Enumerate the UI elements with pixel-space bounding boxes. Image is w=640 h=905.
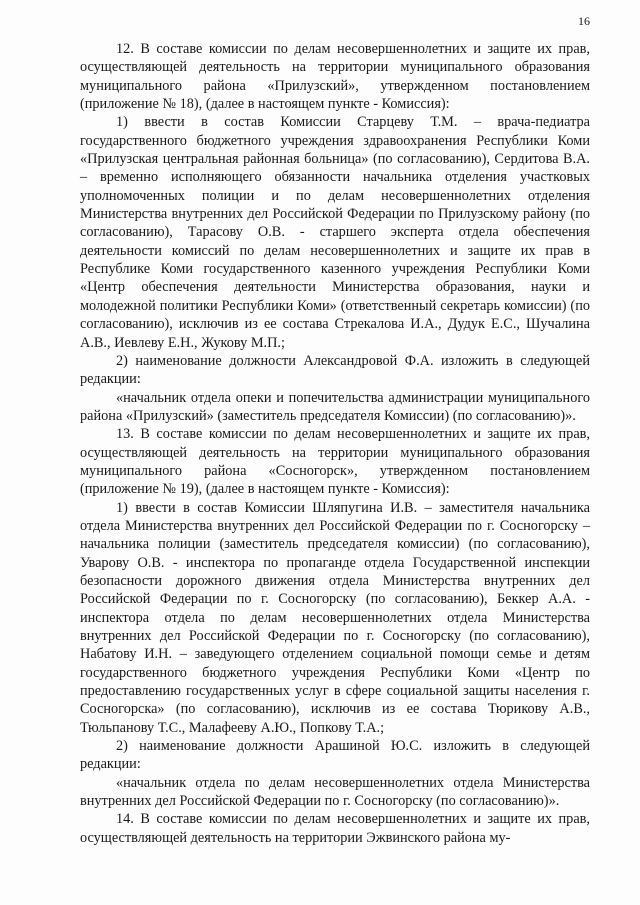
paragraph-13-item-1: 1) ввести в состав Комиссии Шляпугина И.В. – заместителя начальника отдела Министерства внутренних дел Российской Федерации по г. Сосногорску – начальника полиции (заместитель председателя комиссии) (по согласованию), Уварову О.В. - инспектора по пропаганде отдела Государственной инспекции безопасности дорожного движения отдела Министерства внутренних дел Российской Федерации по г. Сосногорску (по согласованию), Беккер А.А. - инспектора отдела по делам несовершеннолетних отдела Министерства внутренних дел Российской Федерации по г. Сосногорску (по согласованию), Набатову И.Н. – заведующего отделением социальной помощи семье и детям государственного бюджетного учреждения Республики Коми «Центр по предоставлению государственных услуг в сфере социальной защиты населения г. Сосногорска» (по согласованию), исключив из ее состава Тюрикову А.В., Тюльпанову Т.С., Малафееву А.Ю., Попкову Т.А.; <box>80 499 590 736</box>
paragraph-14-intro: 14. В составе комиссии по делам несовершеннолетних и защите их прав, осуществляющей деятельность на территории Эжвинского района му- <box>80 811 590 846</box>
paragraph-13-intro: 13. В составе комиссии по делам несовершеннолетних и защите их прав, осуществляющей деятельность на территории муниципального образования муниципального района «Сосногорск», утвержденном постановлением (приложение № 19), (далее в настоящем пункте - Комиссия): <box>80 426 590 498</box>
paragraph-13-item-2-quote: «начальник отдела по делам несовершеннолетних отдела Министерства внутренних дел Российской Федерации по г. Сосногорску (по согласованию)». <box>80 774 590 810</box>
paragraph-12-intro: 12. В составе комиссии по делам несовершеннолетних и защите их прав, осуществляющей деятельность на территории муниципального образования муниципального района «Прилузский», утвержденном постановлением (приложение № 18), (далее в настоящем пункте - Комиссия): <box>80 41 590 113</box>
page-number: 16 <box>578 14 590 28</box>
paragraph-13-item-2: 2) наименование должности Арашиной Ю.С. изложить в следующей редакции: <box>80 738 590 773</box>
paragraph-12-item-1: 1) ввести в состав Комиссии Старцеву Т.М. – врача-педиатра государственного бюджетного учреждения здравоохранения Республики Коми «Прилузская центральная районная больница» (по согласованию), Сердитова В.А. – временно исполняющего обязанности начальника отделения участковых уполномоченных полиции и по делам несовершеннолетних отделения Министерства внутренних дел Российской Федерации по Прилузскому району (по согласованию), Тарасову О.В. - старшего эксперта отдела обеспечения деятельности комиссий по делам несовершеннолетних и защите их прав в Республике Коми государственного казенного учреждения Республики Коми «Центр обеспечения деятельности Министерства образования, науки и молодежной политики Республики Коми» (ответственный секретарь комиссии) (по согласованию), исключив из ее состава Стрекалова И.А., Дудук Е.С., Шучалина А.В., Иевлеву Е.Н., Жукову М.П.; <box>80 114 590 351</box>
paragraph-12-item-2: 2) наименование должности Александровой Ф.А. изложить в следующей редакции: <box>80 352 590 388</box>
paragraph-12-item-2-quote: «начальник отдела опеки и попечительства администрации муниципального района «Прилузский» (заместитель председателя Комиссии) (по согласованию)». <box>80 389 590 424</box>
document-body <box>80 40 590 847</box>
